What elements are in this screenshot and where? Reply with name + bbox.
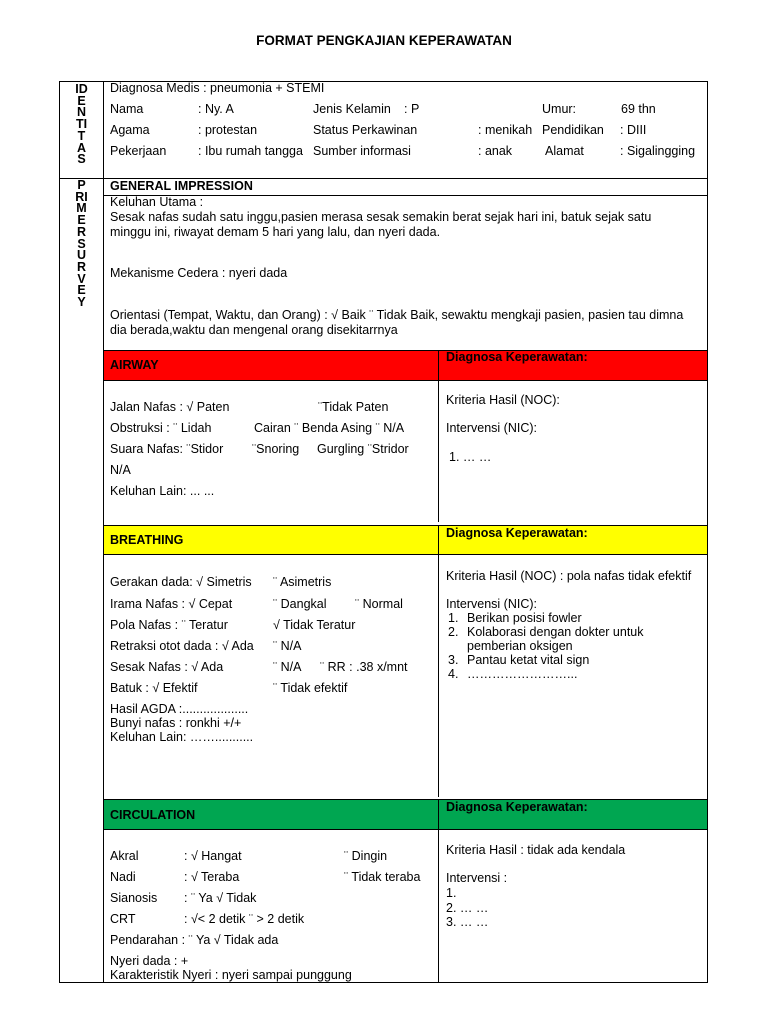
agama-value: : protestan: [198, 123, 258, 137]
breathing-kriteria: Kriteria Hasil (NOC) : pola nafas tidak efektif: [446, 569, 692, 583]
breathing-intervensi-item-4: ……………………...: [467, 667, 578, 681]
pekerjaan-value: : Ibu rumah tangga: [198, 144, 303, 158]
nama-value: : Ny. A: [198, 102, 234, 116]
nama-label: Nama: [110, 102, 144, 116]
circulation-intervensi: Intervensi :: [446, 871, 508, 885]
sumber-value: : anak: [478, 144, 513, 158]
orientasi: Orientasi (Tempat, Waktu, dan Orang) : √ Baik ¨ Tidak Baik, sewaktu mengkaji pasien, pasien tau dimna dia berada,waktu dan mengenal orang disekitarrnya: [110, 308, 684, 337]
mekanisme-cedera: Mekanisme Cedera : nyeri dada: [110, 266, 288, 280]
pendarahan: Pendarahan : ¨ Ya √ Tidak ada: [110, 933, 279, 947]
primer-survey-letter: S: [77, 236, 86, 251]
general-impression-heading: GENERAL IMPRESSION: [110, 179, 253, 193]
breathing-intervensi-item-3: Pantau ketat vital sign: [467, 653, 590, 667]
jk-value: : P: [404, 102, 420, 116]
respiratory-rate: ¨ RR : .38 x/mnt: [320, 660, 408, 674]
breathing-intervensi: Intervensi (NIC):: [446, 597, 537, 611]
normal: ¨ Normal: [355, 597, 403, 611]
gerakan-dada: Gerakan dada: √ Simetris: [110, 575, 252, 589]
breathing-keluhan-lain: Keluhan Lain: ……...........: [110, 730, 254, 744]
identitas-letter: S: [77, 152, 86, 167]
status-value: : menikah: [478, 123, 533, 137]
airway-column-divider: [438, 350, 439, 522]
pendidikan-label: Pendidikan: [542, 123, 604, 137]
circulation-column-divider: [438, 799, 439, 983]
primer-survey-letter: V: [77, 271, 86, 286]
circulation-diagnosa: Diagnosa Keperawatan:: [446, 800, 588, 814]
agama-label: Agama: [110, 123, 150, 137]
primer-survey-letter: P: [77, 178, 86, 192]
primer-survey-letter: R: [76, 224, 87, 239]
jk-label: Jenis Kelamin: [313, 102, 391, 116]
identitas-letter: T: [77, 128, 86, 143]
airway-intervensi: Intervensi (NIC):: [446, 421, 537, 435]
hasil-agda: Hasil AGDA :...................: [110, 702, 249, 716]
circulation-label: CIRCULATION: [110, 808, 196, 822]
side-label-primer-survey: [60, 180, 103, 309]
dingin: ¨ Dingin: [344, 849, 388, 863]
sesak-na: ¨ N/A: [273, 660, 302, 674]
breathing-intervensi-num-3: 3.: [448, 653, 459, 667]
tidak-paten: ¨Tidak Paten: [318, 400, 389, 414]
breathing-bar-line: [103, 554, 708, 555]
airway-intervensi-item: 1. … …: [449, 450, 492, 464]
alamat-value: : Sigalingging: [620, 144, 696, 158]
primer-survey-letter: RI: [75, 189, 88, 204]
crt-value: : √< 2 detik ¨ > 2 detik: [184, 912, 305, 926]
airway-kriteria: Kriteria Hasil (NOC):: [446, 393, 560, 407]
breathing-intervensi-num-1: 1.: [448, 611, 459, 625]
akral-label: Akral: [110, 849, 139, 863]
airway-keluhan-lain: Keluhan Lain: ... ...: [110, 484, 215, 498]
bunyi-nafas: Bunyi nafas : ronkhi +/+: [110, 716, 242, 730]
airway-top-line: [103, 350, 708, 351]
circulation-bar-line: [103, 829, 708, 830]
circulation-intervensi-item-3: 3. … …: [446, 915, 489, 929]
keluhan-utama-label: Keluhan Utama :: [110, 195, 204, 209]
airway-bar-line: [103, 380, 708, 381]
identitas-letter: A: [76, 140, 87, 155]
breathing-top-line: [103, 525, 708, 526]
primer-survey-letter: E: [77, 283, 86, 298]
breathing-column-divider: [438, 525, 439, 797]
airway-na: N/A: [110, 463, 131, 477]
identitas-letter: TI: [75, 117, 88, 132]
side-label-identitas: [60, 84, 103, 166]
umur-label: Umur:: [542, 102, 577, 116]
airway-bar: [104, 350, 707, 380]
primer-survey-letter: E: [77, 213, 86, 228]
jalan-nafas: Jalan Nafas : √ Paten: [110, 400, 230, 414]
primer-survey-letter: U: [76, 248, 87, 263]
snoring: ¨Snoring: [252, 442, 300, 456]
retraksi-otot: Retraksi otot dada : √ Ada: [110, 639, 254, 653]
nadi-label: Nadi: [110, 870, 136, 884]
identitas-letter: N: [76, 105, 87, 120]
umur-value: 69 thn: [621, 102, 656, 116]
primer-survey-letter: M: [76, 201, 87, 216]
sianosis-value: : ¨ Ya √ Tidak: [184, 891, 257, 905]
irama-nafas: Irama Nafas : √ Cepat: [110, 597, 233, 611]
breathing-intervensi-item-1: Berikan posisi fowler: [467, 611, 582, 625]
breathing-intervensi-num-2: 2.: [448, 625, 459, 639]
airway-diagnosa: Diagnosa Keperawatan:: [446, 350, 588, 364]
pola-nafas: Pola Nafas : ¨ Teratur: [110, 618, 228, 632]
akral-value: : √ Hangat: [184, 849, 242, 863]
identitas-letter: ID: [75, 82, 88, 96]
breathing-intervensi-num-4: 4.: [448, 667, 459, 681]
batuk: Batuk : √ Efektif: [110, 681, 198, 695]
sumber-label: Sumber informasi: [313, 144, 411, 158]
circulation-top-line: [103, 799, 708, 800]
primer-survey-letter: R: [76, 259, 87, 274]
pekerjaan-label: Pekerjaan: [110, 144, 167, 158]
diagnosa-medis: Diagnosa Medis : pneumonia + STEMI: [110, 81, 325, 95]
tidak-teraba: ¨ Tidak teraba: [344, 870, 421, 884]
circulation-kriteria: Kriteria Hasil : tidak ada kendala: [446, 843, 626, 857]
breathing-intervensi-item-2b: pemberian oksigen: [467, 639, 573, 653]
breathing-diagnosa: Diagnosa Keperawatan:: [446, 526, 588, 540]
asimetris: ¨ Asimetris: [273, 575, 332, 589]
suara-nafas: Suara Nafas: ¨Stidor: [110, 442, 224, 456]
status-label: Status Perkawinan: [313, 123, 418, 137]
nadi-value: : √ Teraba: [184, 870, 240, 884]
breathing-bar: [104, 525, 707, 554]
breathing-intervensi-item-2: Kolaborasi dengan dokter untuk: [467, 625, 644, 639]
sesak-nafas: Sesak Nafas : √ Ada: [110, 660, 224, 674]
circulation-intervensi-item-2: 2. … …: [446, 901, 489, 915]
dangkal: ¨ Dangkal: [273, 597, 327, 611]
retraksi-na: ¨ N/A: [273, 639, 302, 653]
sianosis-label: Sianosis: [110, 891, 158, 905]
crt-label: CRT: [110, 912, 136, 926]
alamat-label: Alamat: [545, 144, 584, 158]
tidak-teratur: √ Tidak Teratur: [273, 618, 356, 632]
gurgling: Gurgling ¨Stridor: [317, 442, 409, 456]
primer-survey-letter: Y: [77, 295, 86, 310]
karakteristik-nyeri: Karakteristik Nyeri : nyeri sampai punggung: [110, 968, 352, 982]
airway-label: AIRWAY: [110, 358, 159, 372]
pendidikan-value: : DIII: [620, 123, 647, 137]
keluhan-utama-text: Sesak nafas sudah satu inggu,pasien merasa sesak semakin berat sejak hari ini, batuk sejak satu minggu ini, riwayat demam 5 hari yang lalu, dan nyeri dada.: [110, 210, 652, 239]
breathing-label: BREATHING: [110, 533, 184, 547]
obstruksi: Obstruksi : ¨ Lidah: [110, 421, 212, 435]
nyeri-dada: Nyeri dada : +: [110, 954, 189, 968]
tidak-efektif: ¨ Tidak efektif: [273, 681, 348, 695]
page-title: FORMAT PENGKAJIAN KEPERAWATAN: [256, 33, 512, 48]
identitas-letter: E: [77, 93, 86, 108]
cairan: Cairan ¨ Benda Asing ¨ N/A: [254, 421, 405, 435]
circulation-intervensi-item-1: 1.: [446, 886, 457, 900]
